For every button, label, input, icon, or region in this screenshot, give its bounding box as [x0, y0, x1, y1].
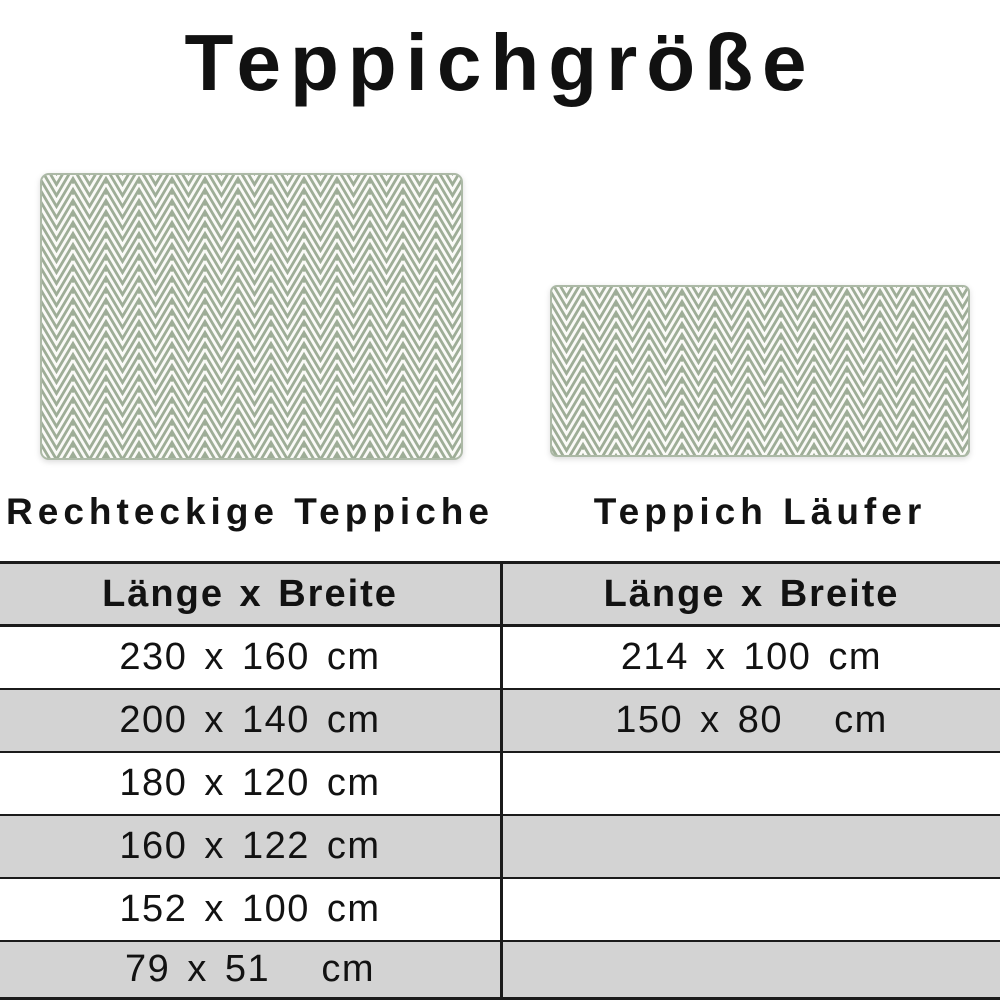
table-row — [0, 879, 1000, 942]
rectangular-rug-image — [40, 173, 463, 460]
runner-rug-label: Teppich Läufer — [593, 491, 927, 532]
size-cell-rect-1: 230 x 160 cm — [119, 636, 381, 678]
size-cell-rect-3: 180 x 120 cm — [119, 762, 381, 804]
size-cell-runner-4 — [500, 816, 1000, 877]
runner-rug-image — [550, 285, 970, 457]
size-cell-runner-6 — [500, 942, 1000, 997]
table-header-left: Länge x Breite — [102, 572, 398, 615]
table-header-right: Länge x Breite — [500, 564, 1000, 624]
table-row — [0, 942, 1000, 997]
size-cell-rect-5: 152 x 100 cm — [119, 888, 381, 930]
table-header-row — [0, 564, 1000, 627]
size-cell-rect-2: 200 x 140 cm — [119, 699, 381, 741]
rectangular-rug-label: Rechteckige Teppiche — [6, 491, 494, 532]
table-row — [0, 690, 1000, 753]
size-cell-runner-1: 214 x 100 cm — [500, 627, 1000, 688]
table-row — [0, 816, 1000, 879]
table-row — [0, 627, 1000, 690]
size-cell-runner-3 — [500, 753, 1000, 814]
page-title: Teppichgröße — [184, 18, 816, 107]
size-table — [0, 561, 1000, 1000]
runner-rug-surface — [551, 286, 969, 456]
size-cell-rect-6: 79 x 51 cm — [125, 948, 375, 990]
rectangular-rug-surface — [41, 174, 462, 459]
size-cell-rect-4: 160 x 122 cm — [119, 825, 381, 867]
size-cell-runner-2: 150 x 80 cm — [500, 690, 1000, 751]
size-cell-runner-5 — [500, 879, 1000, 940]
table-row — [0, 753, 1000, 816]
